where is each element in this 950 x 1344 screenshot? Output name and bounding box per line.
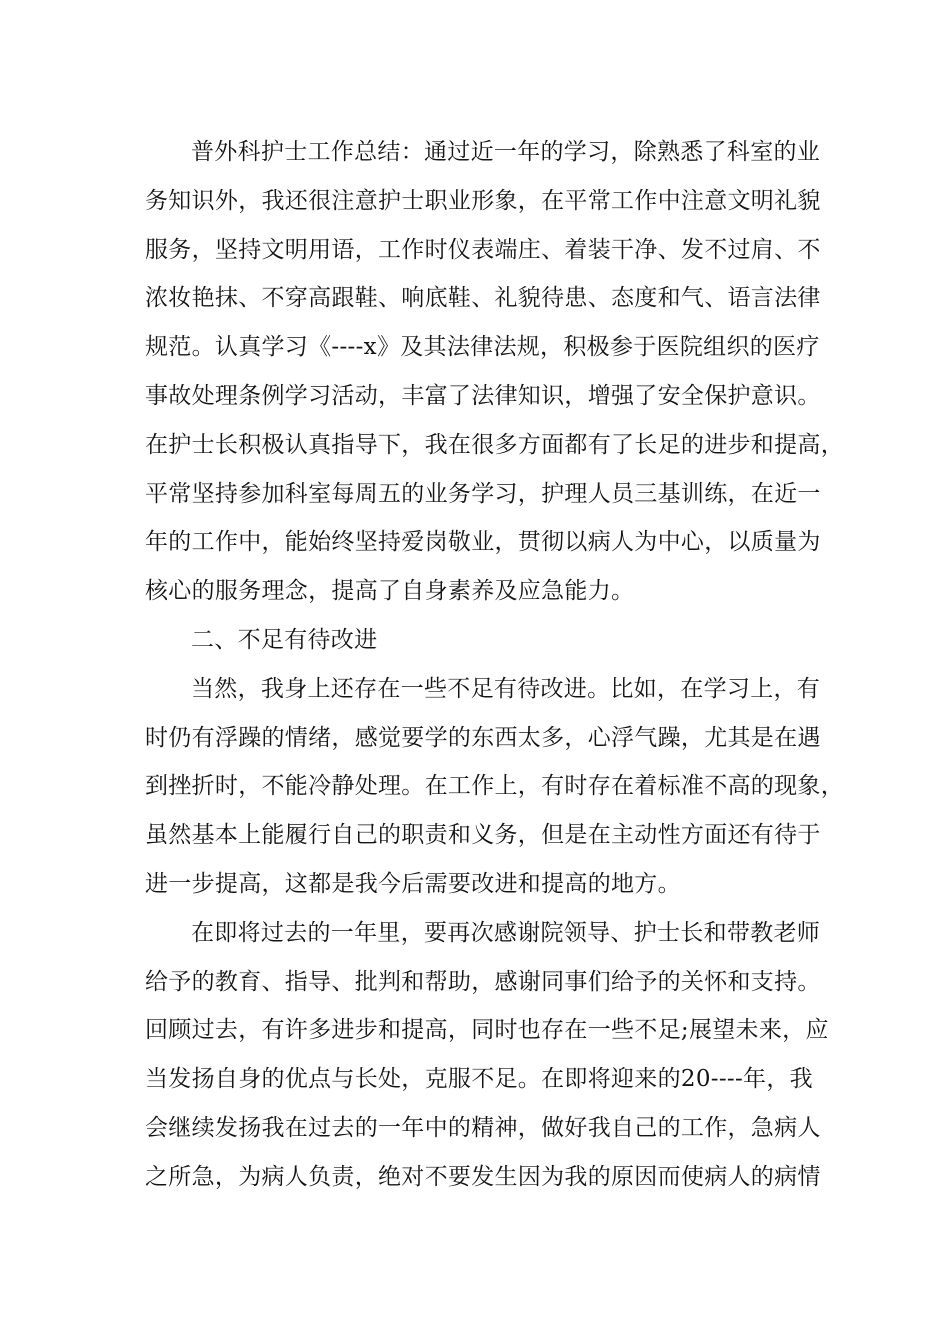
document-body [145,128,844,1202]
text-line: 当然，我身上还存在一些不足有待改进。比如，在学习上，有 [191,675,821,702]
section-heading-text: 二、不足有待改进 [191,626,378,653]
text-line: 普外科护士工作总结：通过近一年的学习，除熟悉了科室的业 [191,139,821,165]
text-line: 到挫折时，不能冷静处理。在工作上，有时存在着标准不高的现象， [145,773,844,800]
section-heading [145,616,815,665]
paragraph-summary [145,128,844,616]
text-line: 回顾过去，有许多进步和提高，同时也存在一些不足;展望未来，应 [145,1017,829,1044]
text-line: 会继续发扬我在过去的一年中的精神，做好我自己的工作，急病人 [145,1114,821,1141]
text-line: 务知识外，我还很注意护士职业形象，在平常工作中注意文明礼貌 [145,187,821,214]
text-line: 年的工作中，能始终坚持爱岗敬业，贯彻以病人为中心，以质量为 [145,529,821,556]
paragraph-closing [145,909,829,1202]
text-line: 给予的教育、指导、批判和帮助，感谢同事们给予的关怀和支持。 [145,968,821,995]
text-line: 服务，坚持文明用语，工作时仪表端庄、着装干净、发不过肩、不 [145,236,821,263]
text-line: 之所急，为病人负责，绝对不要发生因为我的原因而使病人的病情 [145,1163,821,1190]
text-line: 规范。认真学习《----x》及其法律法规，积极参于医院组织的医疗 [145,334,820,361]
text-line: 在即将过去的一年里，要再次感谢院领导、护士长和带教老师 [191,919,821,946]
text-line: 在护士长积极认真指导下，我在很多方面都有了长足的进步和提高， [145,431,844,458]
text-line: 浓妆艳抹、不穿高跟鞋、响底鞋、礼貌待患、态度和气、语言法律 [145,285,821,312]
text-line: 事故处理条例学习活动，丰富了法律知识，增强了安全保护意识。 [145,382,821,409]
paragraph-shortcomings [145,665,844,909]
text-line: 时仍有浮躁的情绪，感觉要学的东西太多，心浮气躁，尤其是在遇 [145,724,821,751]
text-line: 虽然基本上能履行自己的职责和义务，但是在主动性方面还有待于 [145,822,821,849]
text-line: 当发扬自身的优点与长处，克服不足。在即将迎来的20----年，我 [145,1066,813,1093]
text-line: 平常坚持参加科室每周五的业务学习，护理人员三基训练，在近一 [145,480,821,507]
text-line: 进一步提高，这都是我今后需要改进和提高的地方。 [145,870,681,897]
text-line: 核心的服务理念，提高了自身素养及应急能力。 [145,578,635,605]
